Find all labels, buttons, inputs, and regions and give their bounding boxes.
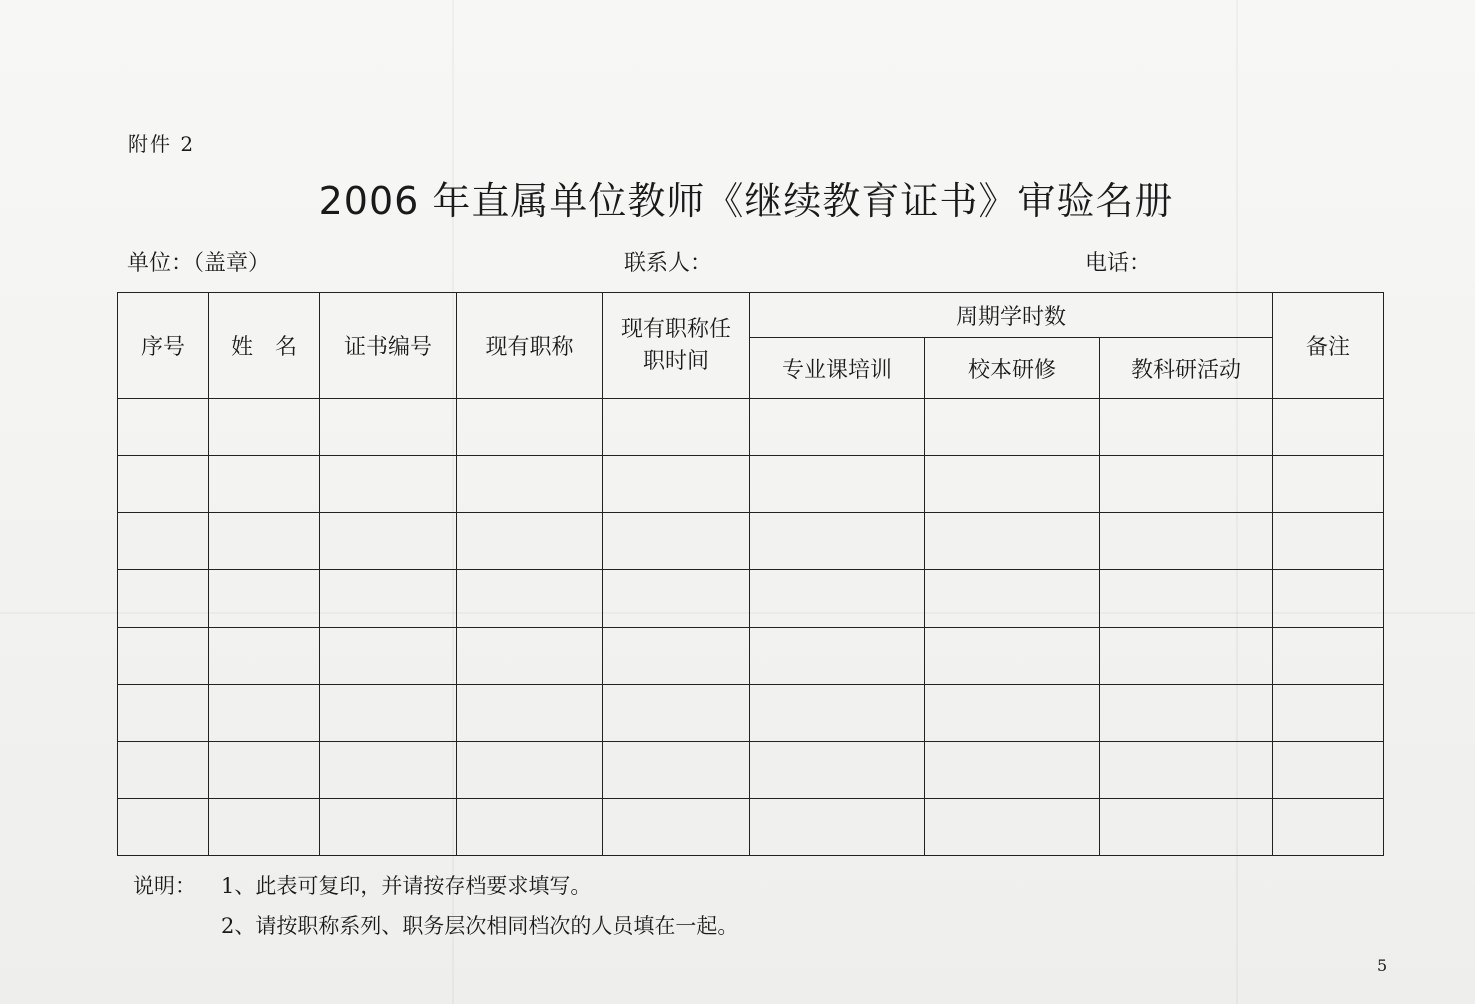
header-remarks: 备注: [1273, 293, 1384, 399]
register-table: [117, 292, 1384, 856]
table-cell[interactable]: [1100, 798, 1273, 855]
table-cell[interactable]: [925, 798, 1100, 855]
table-cell[interactable]: [1100, 627, 1273, 684]
table-cell[interactable]: [209, 627, 320, 684]
table-cell[interactable]: [603, 399, 750, 456]
table-cell[interactable]: [118, 627, 209, 684]
table-cell[interactable]: [320, 399, 457, 456]
header-period-hours: 周期学时数: [750, 293, 1273, 338]
table-cell[interactable]: [457, 513, 603, 570]
table-cell[interactable]: [1100, 513, 1273, 570]
table-cell[interactable]: [209, 741, 320, 798]
table-row: [118, 798, 1384, 855]
header-title-time-text: 现有职称任职时间: [620, 316, 731, 374]
note-line-1: [133, 866, 738, 906]
header-cert-no: 证书编号: [320, 293, 457, 399]
table-cell[interactable]: [750, 684, 925, 741]
table-cell[interactable]: [118, 570, 209, 627]
notes: [133, 866, 738, 946]
table-cell[interactable]: [457, 627, 603, 684]
table-cell[interactable]: [925, 627, 1100, 684]
table-cell[interactable]: [320, 627, 457, 684]
table-cell[interactable]: [457, 741, 603, 798]
attachment-label: 附件 2: [128, 132, 196, 156]
table-cell[interactable]: [209, 570, 320, 627]
table-row: [118, 513, 1384, 570]
table-body: [118, 399, 1384, 856]
table-cell[interactable]: [1100, 570, 1273, 627]
table-cell[interactable]: [925, 570, 1100, 627]
table-cell[interactable]: [320, 513, 457, 570]
table-cell[interactable]: [750, 570, 925, 627]
table-cell[interactable]: [118, 399, 209, 456]
table-row: [118, 456, 1384, 513]
table-cell[interactable]: [209, 798, 320, 855]
notes-label: 说明：: [133, 874, 196, 898]
table-cell[interactable]: [603, 627, 750, 684]
table-cell[interactable]: [1273, 627, 1384, 684]
table-cell[interactable]: [118, 741, 209, 798]
table-cell[interactable]: [1100, 456, 1273, 513]
table-row: [118, 684, 1384, 741]
table-cell[interactable]: [1100, 684, 1273, 741]
table-cell[interactable]: [457, 570, 603, 627]
table-row: [118, 570, 1384, 627]
table-cell[interactable]: [1273, 456, 1384, 513]
table-cell[interactable]: [603, 570, 750, 627]
page-title: 2006 年直属单位教师《继续教育证书》审验名册: [318, 179, 1174, 223]
table-cell[interactable]: [118, 684, 209, 741]
table-cell[interactable]: [118, 513, 209, 570]
table-cell[interactable]: [320, 798, 457, 855]
table-cell[interactable]: [1100, 399, 1273, 456]
table-cell[interactable]: [1273, 513, 1384, 570]
table-cell[interactable]: [457, 456, 603, 513]
contact-label: 联系人：: [624, 251, 713, 276]
header-professional-training: 专业课培训: [750, 338, 925, 399]
table-cell[interactable]: [603, 798, 750, 855]
page-number: 5: [1377, 956, 1388, 975]
table-cell[interactable]: [750, 741, 925, 798]
table-cell[interactable]: [925, 513, 1100, 570]
table-cell[interactable]: [118, 456, 209, 513]
table-cell[interactable]: [1273, 570, 1384, 627]
phone-label: 电话：: [1085, 251, 1152, 276]
table-cell[interactable]: [1273, 399, 1384, 456]
table-cell[interactable]: [1273, 741, 1384, 798]
table-cell[interactable]: [320, 684, 457, 741]
table-cell[interactable]: [925, 399, 1100, 456]
table-cell[interactable]: [603, 684, 750, 741]
header-current-title: 现有职称: [457, 293, 603, 399]
header-name: 姓 名: [209, 293, 320, 399]
table-cell[interactable]: [320, 570, 457, 627]
table-row: [118, 627, 1384, 684]
table-cell[interactable]: [209, 684, 320, 741]
note-item-1: 1、此表可复印，并请按存档要求填写。: [221, 874, 592, 898]
table-cell[interactable]: [118, 798, 209, 855]
header-research-activity: 教科研活动: [1100, 338, 1273, 399]
table-cell[interactable]: [603, 741, 750, 798]
table-row: [118, 741, 1384, 798]
table-cell[interactable]: [209, 456, 320, 513]
table-cell[interactable]: [750, 513, 925, 570]
header-school-study: 校本研修: [925, 338, 1100, 399]
table-row: [118, 399, 1384, 456]
header-title-time: [603, 293, 750, 399]
table-cell[interactable]: [457, 684, 603, 741]
table-cell[interactable]: [750, 627, 925, 684]
unit-label: 单位：（盖章）: [127, 251, 271, 276]
table-cell[interactable]: [209, 399, 320, 456]
header-seq: 序号: [118, 293, 209, 399]
table-cell[interactable]: [603, 456, 750, 513]
table-cell[interactable]: [209, 513, 320, 570]
note-line-2: [133, 906, 738, 946]
table-cell[interactable]: [320, 741, 457, 798]
table-cell[interactable]: [1273, 798, 1384, 855]
table-cell[interactable]: [925, 456, 1100, 513]
table-cell[interactable]: [1100, 741, 1273, 798]
note-item-2: 2、请按职称系列、职务层次相同档次的人员填在一起。: [221, 914, 739, 938]
table-cell[interactable]: [457, 798, 603, 855]
table-cell[interactable]: [603, 513, 750, 570]
table-cell[interactable]: [320, 456, 457, 513]
table-cell[interactable]: [750, 399, 925, 456]
table-cell[interactable]: [457, 399, 603, 456]
table-cell[interactable]: [750, 798, 925, 855]
table-cell[interactable]: [1273, 684, 1384, 741]
table-cell[interactable]: [750, 456, 925, 513]
table-cell[interactable]: [925, 741, 1100, 798]
table-cell[interactable]: [925, 684, 1100, 741]
